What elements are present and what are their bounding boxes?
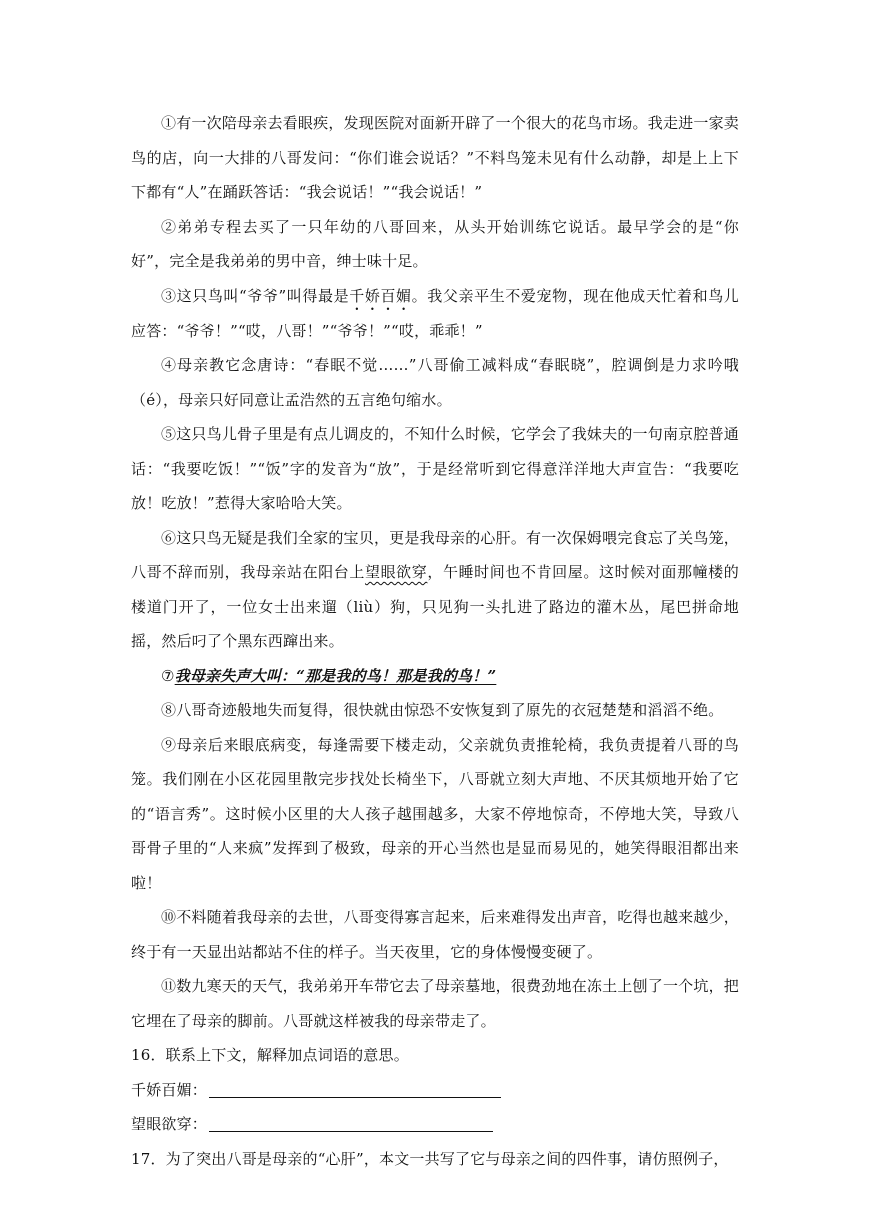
paragraph-3-text-after: 。我父亲平生不爱宠物，现在他成天忙着和鸟儿应答：“爷爷！”“哎，八哥！”“爷爷！”“哎，乖乖！” — [131, 286, 739, 340]
paragraph-4: ④母亲教它念唐诗：“春眠不觉……”八哥偷工减料成“春眠晓”，腔调倒是力求吟哦（é），母亲只好同意让孟浩然的五言绝句缩水。 — [131, 356, 739, 409]
paragraph-3-text-before: ③这只鸟叫“爷爷”叫得最是 — [161, 286, 350, 305]
paragraph-6-text-after: ，午睡时间也不肯回屋。这时候对面那幢楼的楼道门开了，一位女士出来遛（liù）狗，只见狗一头扎进了路边的灌木丛，尾巴拼命地摇，然后叼了个黑东西蹿出来。 — [131, 563, 739, 650]
paragraph-7-number: ⑦ — [161, 666, 175, 685]
paragraph-10: ⑩不料随着我母亲的去世，八哥变得寡言起来，后来难得发出声音，吃得也越来越少，终于有一天显出站都站不住的样子。当天夜里，它的身体慢慢变硬了。 — [131, 908, 739, 961]
underlined-sentence: 我母亲失声大叫：“那是我的鸟！那是我的鸟！” — [174, 666, 497, 685]
paragraph-1: ①有一次陪母亲去看眼疾，发现医院对面新开辟了一个很大的花鸟市场。我走进一家卖鸟的店，向一大排的八哥发问：“你们谁会说话？”不料鸟笼未见有什么动静，却是上上下下都有“人”在踊跃答话：“我会说话！”“我会说话！” — [131, 114, 739, 201]
paragraph-9: ⑨母亲后来眼底病变，每逢需要下楼走动，父亲就负责推轮椅，我负责提着八哥的鸟笼。我们刚在小区花园里散完步找处长椅坐下，八哥就立刻大声地、不厌其烦地开始了它的“语言秀”。这时候小区里的大人孩子越围越多，大家不停地惊奇，不停地大笑，导致八哥骨子里的“人来疯”发挥到了极致，母亲的开心当然也是显而易见的，她笑得眼泪都出来啦！ — [131, 735, 739, 892]
question-16-item-1 — [131, 1073, 739, 1108]
question-16-item-2 — [131, 1107, 739, 1142]
paragraph-11: ⑪数九寒天的天气，我弟弟开车带它去了母亲墓地，很费劲地在冻土上刨了一个坑，把它埋在了母亲的脚前。八哥就这样被我的母亲带走了。 — [131, 977, 739, 1030]
question-16: 16．联系上下文，解释加点词语的意思。 — [131, 1046, 409, 1064]
paragraph-5: ⑤这只鸟儿骨子里是有点儿调皮的，不知什么时候，它学会了我妹夫的一句南京腔普通话：“我要吃饭！”“饭”字的发音为“放”，于是经常听到它得意洋洋地大声宣告：“我要吃放！吃放！”惹得大家哈哈大笑。 — [131, 425, 739, 512]
paragraph-7 — [131, 659, 739, 694]
question-16-item-2-label: 望眼欲穿： — [131, 1115, 208, 1133]
question-16-item-1-label: 千娇百媚： — [131, 1080, 208, 1099]
paragraph-8: ⑧八哥奇迹般地失而复得，很快就由惊恐不安恢复到了原先的衣冠楚楚和滔滔不绝。 — [161, 701, 724, 719]
answer-blank-2[interactable] — [209, 1131, 493, 1132]
answer-blank-1[interactable] — [209, 1097, 501, 1098]
paragraph-6 — [131, 521, 739, 659]
paragraph-3 — [131, 279, 739, 349]
paragraph-2: ②弟弟专程去买了一只年幼的八哥回来，从头开始训练它说话。最早学会的是“你好”，完全是我弟弟的男中音，绅士味十足。 — [131, 217, 739, 270]
dotted-phrase-qianjiaobaimei: 千娇百媚 — [349, 286, 412, 305]
paragraph-6-text-before: ⑥这只鸟无疑是我们全家的宝贝，更是我母亲的心肝。有一次保姆喂完食忘了关鸟笼，八哥不辞而别，我母亲站在阳台上 — [131, 528, 739, 581]
wavy-phrase-wangyanyuchuan: 望眼欲穿 — [364, 563, 428, 581]
question-17: 17．为了突出八哥是母亲的“心肝”，本文一共写了它与母亲之间的四件事，请仿照例子， — [131, 1149, 729, 1168]
